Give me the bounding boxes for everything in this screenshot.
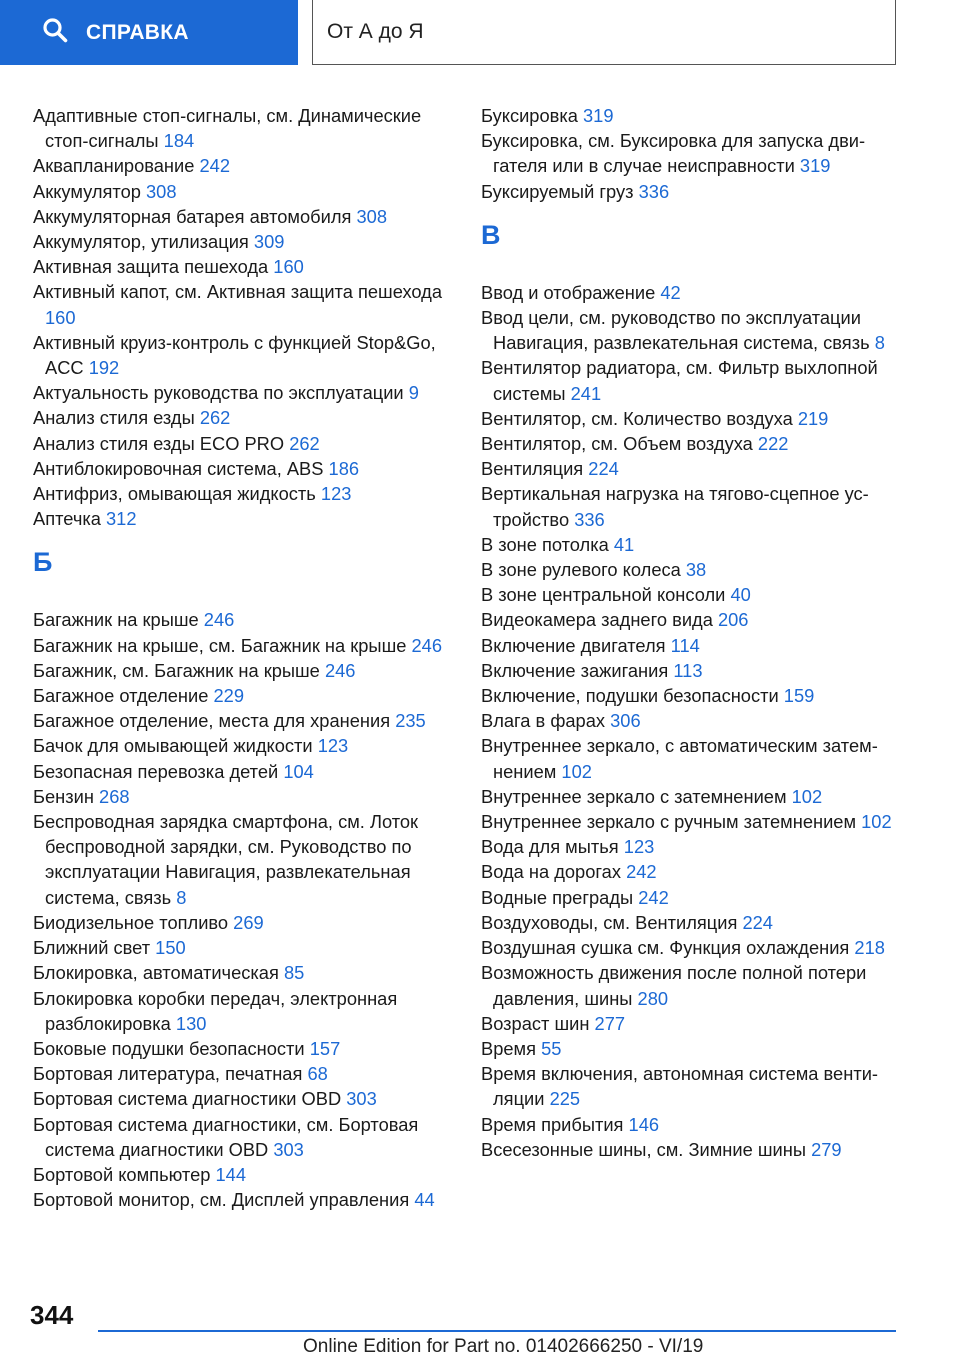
page-number: 344 — [30, 1300, 74, 1330]
index-page-link[interactable]: 308 — [146, 180, 177, 202]
index-entry-text: Внутреннее зеркало с затемнением — [481, 785, 787, 807]
index-entry — [481, 280, 911, 305]
index-entry-text: Анализ стиля езды ECO PRO — [33, 432, 285, 454]
index-page-link[interactable]: 146 — [628, 1113, 660, 1135]
tab-help[interactable] — [0, 0, 298, 65]
index-entry-text: Багажник на крыше — [33, 609, 199, 631]
index-entry — [33, 1036, 453, 1061]
index-page-link[interactable]: 336 — [574, 508, 605, 530]
index-entry-text: Включение двигателя — [481, 634, 666, 656]
index-page-link[interactable]: 44 — [414, 1189, 435, 1211]
index-page-link[interactable]: 42 — [660, 281, 681, 303]
index-page-link[interactable]: 9 — [408, 382, 419, 404]
index-entry-text: Бортовая литература, печатная — [33, 1063, 303, 1085]
index-entry-text: Аквапланирование — [33, 155, 195, 177]
index-entry-text: В зоне рулевого колеса — [481, 559, 681, 581]
index-entry-text: Включение зажигания — [481, 659, 669, 681]
index-entry-text: Блокировка коробки передач, электронная разблокировка — [33, 987, 398, 1034]
index-entry-text: Аптечка — [33, 508, 101, 530]
index-entry-text: Видеокамера заднего вида — [481, 609, 713, 631]
index-entry-text: Активная защита пешехода — [33, 256, 269, 278]
index-page-link[interactable]: 157 — [309, 1037, 341, 1059]
index-letter-heading: В — [481, 219, 501, 250]
index-entry — [481, 355, 911, 405]
index-page-link[interactable]: 319 — [799, 155, 831, 177]
index-page-link[interactable]: 246 — [411, 634, 443, 656]
index-page-link[interactable]: 308 — [356, 205, 388, 227]
index-entry-text: Вентилятор, см. Объем воздуха — [481, 433, 753, 455]
index-entry — [33, 708, 453, 733]
index-page-link[interactable]: 8 — [176, 886, 187, 908]
index-page-link[interactable]: 159 — [783, 685, 815, 707]
index-entry — [33, 204, 453, 229]
index-entry-text: Всесезонные шины, см. Зимние шины — [481, 1138, 806, 1160]
index-entry — [481, 1061, 911, 1111]
index-entry — [33, 784, 453, 809]
index-entry — [481, 784, 911, 809]
index-page-link[interactable]: 102 — [791, 785, 823, 807]
index-page-link[interactable]: 130 — [175, 1012, 207, 1034]
index-entry — [481, 885, 911, 910]
index-entry — [33, 330, 453, 380]
tab-a-to-z[interactable] — [312, 0, 896, 65]
index-page-link[interactable]: 144 — [215, 1163, 247, 1185]
index-entry-text: Багажное отделение, места для хранения — [33, 710, 391, 732]
index-entry — [33, 1162, 453, 1187]
index-entry — [481, 633, 911, 658]
index-entry-text: Влага в фарах — [481, 710, 606, 732]
index-entry-text: Ближний свет — [33, 937, 151, 959]
index-page-link[interactable]: 184 — [163, 130, 195, 152]
index-entry — [33, 733, 453, 758]
index-entry — [33, 405, 453, 430]
index-entry-text: Буксируемый груз — [481, 180, 634, 202]
index-entry — [33, 1061, 453, 1086]
index-page-link[interactable]: 68 — [307, 1063, 328, 1085]
index-entry-text: Время — [481, 1037, 536, 1059]
index-entry-text: Буксировка — [481, 105, 578, 126]
index-entry — [481, 935, 911, 960]
index-entry — [33, 279, 453, 329]
index-page-link[interactable]: 279 — [811, 1138, 842, 1160]
index-entry — [481, 431, 911, 456]
tab-a-to-z-label: От А до Я — [327, 20, 424, 43]
index-page-link[interactable]: 219 — [797, 407, 829, 429]
index-page-link[interactable]: 241 — [570, 382, 602, 404]
index-entry-text: Включение, подушки безопасности — [481, 685, 779, 707]
index-entry-text: Вода для мытья — [481, 836, 619, 858]
index-page-link[interactable]: 280 — [637, 987, 669, 1009]
index-entry-text: Блокировка, автоматическая — [33, 962, 279, 984]
index-entry-text: Вентилятор, см. Количество воздуха — [481, 407, 793, 429]
index-entry — [33, 658, 453, 683]
index-entry-text: Ввод и отображение — [481, 281, 656, 303]
index-entry — [33, 683, 453, 708]
index-page-link[interactable]: 222 — [757, 433, 789, 455]
index-entry — [481, 733, 911, 783]
search-icon — [42, 17, 68, 48]
index-entry — [33, 809, 453, 910]
index-page-link[interactable]: 336 — [638, 180, 670, 202]
index-entry — [481, 708, 911, 733]
index-page-link[interactable]: 55 — [541, 1037, 562, 1059]
index-entry-text: Бортовая система диагностики, см. Бортовая система диагностики OBD — [33, 1113, 419, 1160]
index-entry — [481, 683, 911, 708]
index-page-link[interactable]: 186 — [328, 457, 360, 479]
index-page-link[interactable]: 246 — [324, 659, 356, 681]
index-entry-text: Анализ стиля езды — [33, 407, 195, 429]
index-entry — [33, 1187, 453, 1212]
index-entry-text: Активный круиз-контроль с функцией Stop&Go, ACC — [33, 331, 436, 379]
index-page-link[interactable]: 41 — [613, 533, 635, 555]
index-page-link[interactable]: 206 — [717, 609, 749, 631]
index-entry — [481, 103, 911, 128]
index-entry — [481, 456, 911, 481]
index-entry — [33, 179, 453, 204]
index-page-link[interactable]: 312 — [106, 508, 137, 530]
index-column-left — [33, 103, 453, 1212]
index-page-link[interactable]: 85 — [283, 962, 305, 984]
index-page-link[interactable]: 262 — [199, 407, 231, 429]
index-entry — [481, 859, 911, 884]
index-page-link[interactable]: 40 — [730, 584, 751, 606]
index-page-link[interactable]: 242 — [638, 886, 669, 908]
index-entry — [33, 456, 453, 481]
index-entry-text: Вертикальная нагрузка на тягово-сцепное устройство — [481, 483, 869, 530]
index-entry-text: Вентиляция — [481, 458, 584, 480]
index-page-link[interactable]: 192 — [88, 357, 120, 379]
index-entry-text: Антифриз, омывающая жидкость — [33, 483, 316, 505]
index-entry — [33, 759, 453, 784]
index-page-link[interactable]: 269 — [233, 911, 264, 933]
index-page-link[interactable]: 123 — [317, 735, 349, 757]
index-page-link[interactable]: 235 — [395, 710, 426, 732]
index-entry-text: Бортовая система диагностики OBD — [33, 1088, 342, 1110]
index-column-right — [481, 103, 911, 1162]
index-entry-text: Безопасная перевозка детей — [33, 760, 279, 782]
index-entry-text: Время включения, автономная система вентиляции — [481, 1063, 878, 1110]
index-entry-text: Внутреннее зеркало с ручным затемнением — [481, 811, 857, 833]
index-entry — [481, 128, 911, 178]
index-entry — [33, 431, 453, 456]
index-entry — [33, 229, 453, 254]
footer-edition-text: Online Edition for Part no. 01402666250 - VI/19 — [303, 1336, 704, 1357]
index-page-link[interactable]: 113 — [673, 659, 703, 681]
index-entry-text: Водные преграды — [481, 886, 634, 908]
index-letter-heading: Б — [33, 547, 53, 578]
index-page-link[interactable]: 224 — [588, 458, 619, 480]
footer-divider — [98, 1330, 896, 1332]
index-entry — [33, 633, 453, 658]
index-entry — [481, 582, 911, 607]
index-page-link[interactable]: 246 — [203, 609, 235, 631]
index-page-link[interactable]: 218 — [854, 937, 885, 959]
index-page-link[interactable]: 160 — [273, 256, 304, 278]
index-entry — [481, 658, 911, 683]
index-entry — [33, 254, 453, 279]
index-entry — [481, 1137, 911, 1162]
index-entry-text: Антиблокировочная система, ABS — [33, 457, 324, 479]
index-entry-text: Багажник на крыше, см. Багажник на крыше — [33, 634, 407, 656]
index-page-link[interactable]: 8 — [874, 332, 885, 354]
index-page-link[interactable]: 225 — [549, 1088, 581, 1110]
index-page-link[interactable]: 268 — [99, 785, 130, 807]
index-page-link[interactable]: 114 — [670, 634, 700, 656]
index-page-link[interactable]: 102 — [561, 760, 592, 782]
index-entry — [481, 532, 911, 557]
index-entry-text: Беспроводная зарядка смартфона, см. Лоток беспроводной зарядки, см. Руководство по эксплуатации Навигация, развлекательная система, связь — [33, 811, 419, 908]
index-entry-text: Багажное отделение — [33, 685, 209, 707]
index-entry-text: Ввод цели, см. руководство по эксплуатации Навигация, развлекательная система, связь — [481, 307, 870, 354]
index-entry — [33, 935, 453, 960]
index-entry-text: Внутреннее зеркало, с автоматическим затемнением — [481, 735, 878, 782]
index-entry-text: В зоне потолка — [481, 533, 609, 555]
index-entry — [33, 1112, 453, 1162]
index-entry-text: Возможность движения после полной потери давления, шины — [481, 962, 867, 1009]
index-entry-text: Активный капот, см. Активная защита пешехода — [33, 281, 443, 303]
index-entry-text: Биодизельное топливо — [33, 911, 229, 933]
index-entry-text: Бачок для омывающей жидкости — [33, 735, 313, 757]
index-page-link[interactable]: 309 — [253, 231, 285, 253]
index-entry — [33, 103, 453, 153]
index-page-link[interactable]: 123 — [320, 483, 352, 505]
index-entry-text: Аккумуляторная батарея автомобиля — [33, 205, 352, 227]
index-entry — [481, 557, 911, 582]
index-page-link[interactable]: 104 — [283, 760, 314, 782]
index-entry-text: Бортовой компьютер — [33, 1163, 211, 1185]
index-entry-text: Багажник, см. Багажник на крыше — [33, 659, 320, 681]
index-entry — [481, 1112, 911, 1137]
index-page-link[interactable]: 262 — [289, 432, 320, 454]
index-entry-text: Вода на дорогах — [481, 861, 621, 883]
index-entry — [33, 960, 453, 985]
index-entry-text: Бензин — [33, 785, 94, 807]
index-page-link[interactable]: 224 — [742, 911, 773, 933]
index-entry — [481, 481, 911, 531]
index-page-link[interactable]: 38 — [685, 559, 707, 581]
index-entry — [481, 809, 911, 834]
index-page-link[interactable]: 242 — [626, 861, 657, 883]
index-entry-text: Воздуховоды, см. Вентиляция — [481, 911, 738, 933]
index-entry — [481, 305, 911, 355]
index-entry — [33, 506, 453, 531]
index-entry — [481, 406, 911, 431]
index-entry-text: В зоне центральной консоли — [481, 584, 726, 606]
index-page-link[interactable]: 277 — [594, 1012, 626, 1034]
index-page-link[interactable]: 303 — [346, 1088, 377, 1110]
index-entry-text: Время прибытия — [481, 1113, 624, 1135]
index-entry-text: Вентилятор радиатора, см. Фильтр выхлопной системы — [481, 357, 878, 404]
index-entry — [481, 1036, 911, 1061]
index-entry-text: Аккумулятор, утилизация — [33, 231, 249, 253]
index-entry-text: Воздушная сушка см. Функция охлаждения — [481, 937, 850, 959]
index-entry — [33, 1086, 453, 1111]
index-entry — [481, 910, 911, 935]
index-entry — [481, 179, 911, 204]
index-page-link[interactable]: 303 — [273, 1138, 304, 1160]
index-entry-text: Боковые подушки безопасности — [33, 1037, 305, 1059]
index-entry-text: Возраст шин — [481, 1012, 590, 1034]
index-page-link[interactable]: 150 — [155, 937, 186, 959]
index-entry-text: Актуальность руководства по эксплуатации — [33, 382, 404, 404]
index-entry — [33, 986, 453, 1036]
index-entry-text: Аккумулятор — [33, 180, 141, 202]
index-page-link[interactable]: 242 — [199, 155, 230, 177]
index-entry-text: Буксировка, см. Буксировка для запуска двигателя или в случае неисправности — [481, 130, 866, 177]
index-page-link[interactable]: 229 — [213, 685, 245, 707]
index-entry — [481, 607, 911, 632]
index-entry — [481, 960, 911, 1010]
tab-help-label: СПРАВКА — [86, 20, 189, 44]
index-page-link[interactable]: 306 — [610, 710, 641, 732]
index-entry — [481, 1011, 911, 1036]
index-page-link[interactable]: 123 — [623, 836, 655, 858]
index-page-link[interactable]: 102 — [861, 811, 892, 833]
index-entry — [481, 834, 911, 859]
index-page-link[interactable]: 319 — [583, 105, 614, 126]
index-entry — [33, 380, 453, 405]
index-page-link[interactable]: 160 — [45, 306, 76, 328]
index-entry — [33, 481, 453, 506]
index-entry-text: Адаптивные стоп-сигналы, см. Динамические стоп-сигналы — [33, 105, 422, 152]
index-entry — [33, 153, 453, 178]
index-entry — [33, 607, 453, 632]
index-entry-text: Бортовой монитор, см. Дисплей управления — [33, 1189, 410, 1211]
index-entry — [33, 910, 453, 935]
